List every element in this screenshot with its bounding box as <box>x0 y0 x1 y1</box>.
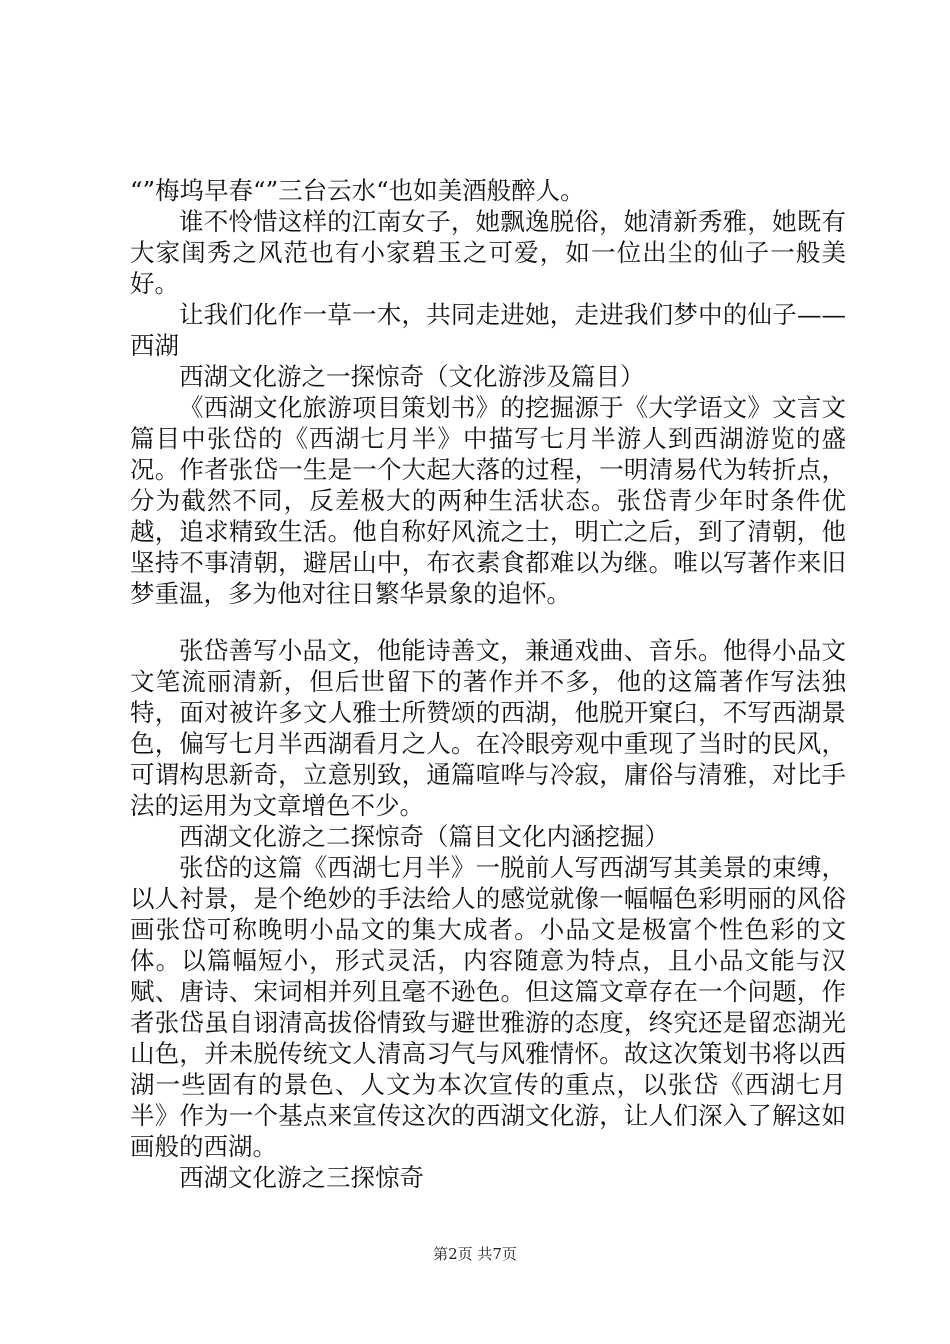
section-heading-3: 西湖文化游之三探惊奇 <box>179 1163 424 1192</box>
paragraph-jiangnan-lady: 谁不怜惜这样的江南女子，她飘逸脱俗，她清新秀雅，她既有大家闺秀之风范也有小家碧玉之可爱，如一位出尘的仙子一般美好。 <box>130 207 846 298</box>
document-body <box>130 175 846 1193</box>
paragraph-analysis: 张岱的这篇《西湖七月半》一脱前人写西湖写其美景的束缚，以人衬景，是个绝妙的手法给人的感觉就像一幅幅色彩明丽的风俗画张岱可称晚明小品文的集大成者。小品文是极富个性色彩的文体。以篇幅短小，形式灵活，内容随意为特点，且小品文能与汉赋、唐诗、宋词相并列且毫不逊色。但这篇文章存在一个问题，作者张岱虽自诩清高拔俗情致与避世雅游的态度，终究还是留恋湖光山色，并未脱传统文人清高习气与风雅情怀。故这次策划书将以西湖一些固有的景色、人文为本次宣传的重点，以张岱《西湖七月半》作为一个基点来宣传这次的西湖文化游，让人们深入了解这如画般的西湖。 <box>130 853 846 1161</box>
paragraph-gap <box>130 609 846 635</box>
paragraph-origin: 《西湖文化旅游项目策划书》的挖掘源于《大学语文》文言文篇目中张岱的《西湖七月半》中描写七月半游人到西湖游览的盛况。作者张岱一生是一个大起大落的过程，一明清易代为转折点，分为截然不同，反差极大的两种生活状态。张岱青少年时条件优越，追求精致生活。他自称好风流之士，明亡之后，到了清朝，他坚持不事清朝，避居山中，布衣素食都难以为继。唯以写著作来旧梦重温，多为他对往日繁华景象的追怀。 <box>130 393 846 608</box>
section-heading-2: 西湖文化游之二探惊奇（篇目文化内涵挖掘） <box>179 822 669 851</box>
page-number-footer: 第2页 共7页 <box>433 1245 517 1263</box>
paragraph-intro-continued: “”梅坞早春“”三台云水“也如美酒般醉人。 <box>130 176 585 205</box>
paragraph-invitation: 让我们化作一草一木，共同走进她，走进我们梦中的仙子——西湖 <box>130 300 846 360</box>
section-heading-1: 西湖文化游之一探惊奇（文化游涉及篇目） <box>179 362 645 391</box>
paragraph-zhangdai-style: 张岱善写小品文，他能诗善文，兼通戏曲、音乐。他得小品文文笔流丽清新，但后世留下的著作并不多，他的这篇著作写法独特，面对被许多文人雅士所赞颂的西湖，他脱开窠臼，不写西湖景色，偏写七月半西湖看月之人。在冷眼旁观中重现了当时的民风，可谓构思新奇，立意别致，通篇喧哗与冷寂，庸俗与清雅，对比手法的运用为文章增色不少。 <box>130 636 846 820</box>
